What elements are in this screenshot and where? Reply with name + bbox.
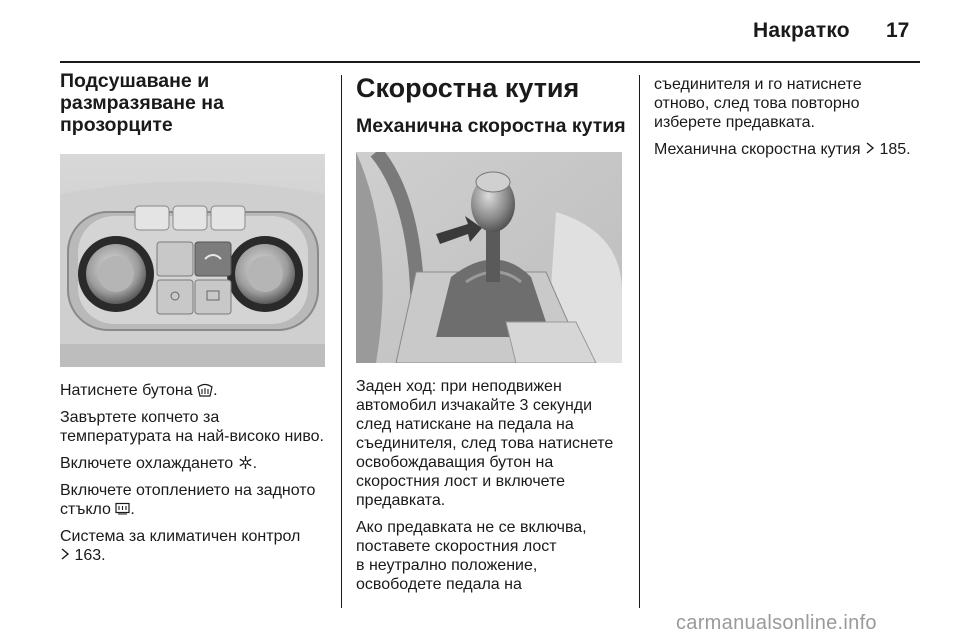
text: стъкло bbox=[60, 501, 111, 518]
text-line: Заден ход: при неподвижен bbox=[356, 378, 562, 395]
text-line: Ако предавката не се включва, bbox=[356, 519, 587, 536]
column-divider bbox=[639, 75, 640, 608]
text-line: температурата на най-високо ниво. bbox=[60, 428, 324, 445]
page-reference[interactable]: 163. bbox=[74, 547, 106, 564]
text: . bbox=[213, 382, 218, 399]
defrost-heading: Подсушаване и размразяване на прозорците bbox=[60, 70, 224, 136]
manual-gearbox-subheading: Механична скоростна кутия bbox=[356, 115, 626, 137]
column-gearbox bbox=[356, 70, 626, 602]
header-rule bbox=[60, 61, 920, 63]
section-title: Накратко bbox=[753, 19, 850, 42]
column-continuation bbox=[654, 75, 922, 167]
text: . bbox=[130, 501, 135, 518]
text: Натиснете бутона bbox=[60, 382, 193, 399]
text-line: Система за климатичен контрол bbox=[60, 528, 301, 545]
paragraph bbox=[60, 381, 328, 400]
text-line: освободете педала на bbox=[356, 576, 522, 593]
column-defrost bbox=[60, 70, 328, 573]
text-line: съединителя и го натиснете bbox=[654, 76, 862, 93]
gearbox-heading: Скоростна кутия bbox=[356, 73, 580, 103]
paragraph bbox=[356, 377, 626, 510]
page-reference[interactable]: 185. bbox=[879, 141, 911, 158]
text: Включете охлаждането bbox=[60, 455, 234, 472]
windscreen-defrost-icon bbox=[197, 383, 213, 397]
text-line: поставете скоростния лост bbox=[356, 538, 557, 555]
rear-window-heating-icon bbox=[115, 502, 130, 516]
text-line: Завъртете копчето за bbox=[60, 409, 220, 426]
paragraph bbox=[654, 140, 922, 159]
climate-panel-illustration bbox=[60, 154, 325, 367]
text-line: Включете отоплението на задното bbox=[60, 482, 316, 499]
text-line: в неутрално положение, bbox=[356, 557, 538, 574]
text-line: отново, след това повторно bbox=[654, 95, 860, 112]
paragraph bbox=[60, 481, 328, 519]
paragraph bbox=[60, 408, 328, 446]
text-line: скоростния лост и включете bbox=[356, 473, 566, 490]
column-divider bbox=[341, 75, 342, 608]
paragraph bbox=[60, 527, 328, 565]
page-reference-icon bbox=[865, 142, 875, 154]
text-line: освобождаващия бутон на bbox=[356, 454, 554, 471]
page-reference-icon bbox=[60, 548, 70, 560]
text-line: съединителя, след това натиснете bbox=[356, 435, 614, 452]
text: . bbox=[252, 455, 258, 472]
paragraph bbox=[654, 75, 922, 132]
paragraph bbox=[60, 454, 328, 473]
text-line: изберете предавката. bbox=[654, 114, 815, 131]
ac-snowflake-icon bbox=[238, 455, 253, 470]
paragraph bbox=[356, 518, 626, 594]
page-number: 17 bbox=[886, 19, 910, 42]
text-line: предавката. bbox=[356, 492, 446, 509]
text: Механична скоростна кутия bbox=[654, 141, 861, 158]
watermark: carmanualsonline.info bbox=[676, 612, 877, 634]
text-line: след натискане на педала на bbox=[356, 416, 574, 433]
text-line: автомобил изчакайте 3 секунди bbox=[356, 397, 593, 414]
gear-lever-illustration bbox=[356, 152, 622, 363]
